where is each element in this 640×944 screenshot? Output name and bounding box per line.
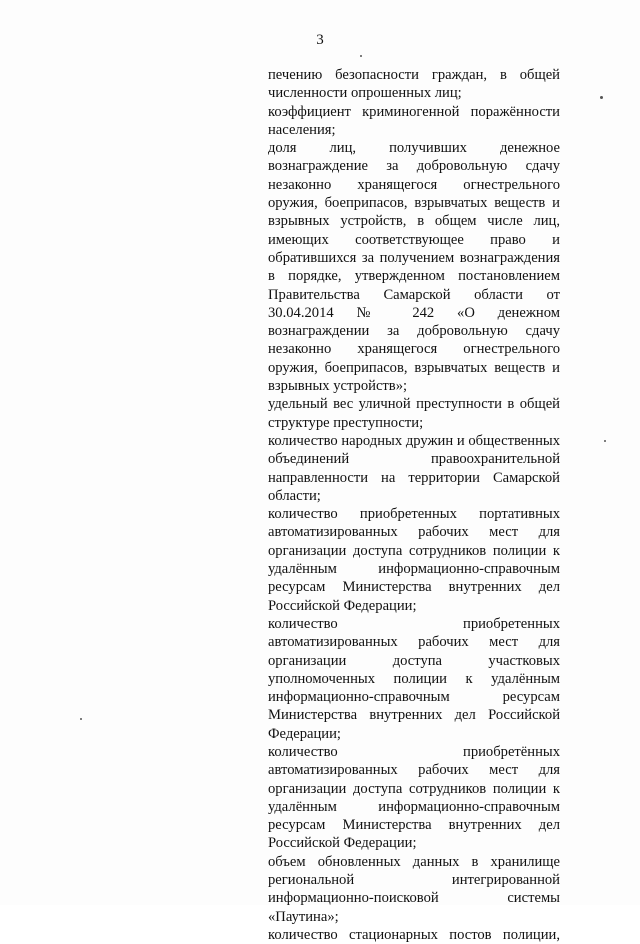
paragraph-5: количество народных дружин и общественных объединений правоохранительной направленности на территории Самарской области; (268, 432, 560, 504)
text-column (268, 66, 560, 944)
scan-speck (604, 440, 606, 442)
paragraph-6: количество приобретенных портативных автоматизированных рабочих мест для организации доступа сотрудников полиции к удалённым информационно-справочным ресурсам Министерства внутренних дел Российской Федерации; (268, 506, 560, 614)
paragraph-3: доля лиц, получивших денежное вознаграждение за добровольную сдачу незаконно хранящегося огнестрельного оружия, боеприпасов, взрывчатых веществ и взрывных устройств, в общем числе лиц, имеющих соответствующее право и обратившихся за получением вознаграждения в порядке, утвержденном постановлением Правительства Самарской области от 30.04.2014 № 242 «О денежном вознаграждении за добровольную сдачу незаконно хранящегося огнестрельного оружия, боеприпасов, взрывчатых веществ и взрывных устройств»; (268, 140, 560, 395)
scan-speck (80, 718, 82, 720)
page-number: 3 (316, 32, 324, 48)
scan-speck (360, 55, 362, 57)
scan-speck (600, 96, 603, 99)
paragraph-2: коэффициент криминогенной поражённости населения; (268, 103, 560, 138)
paragraph-4: удельный вес уличной преступности в общей структуре преступности; (268, 396, 560, 431)
paragraph-8: количество приобретённых автоматизированных рабочих мест для организации доступа сотрудников полиции к удалённым информационно-справочным ресурсам Министерства внутренних дел Российской Федерации; (268, 743, 560, 852)
paragraph-7: количество приобретенных автоматизированных рабочих мест для организации доступа участковых уполномоченных полиции к удалённым информационно-справочным ресурсам Министерства внутренних дел Российской Федерации; (268, 615, 560, 742)
paragraph-1: печению безопасности граждан, в общей численности опрошенных лиц; (268, 67, 560, 102)
paragraph-10: количество стационарных постов полиции, (268, 926, 560, 943)
paragraph-9: объем обновленных данных в хранилище региональной интегрированной информационно-поисковой системы «Паутина»; (268, 853, 560, 925)
